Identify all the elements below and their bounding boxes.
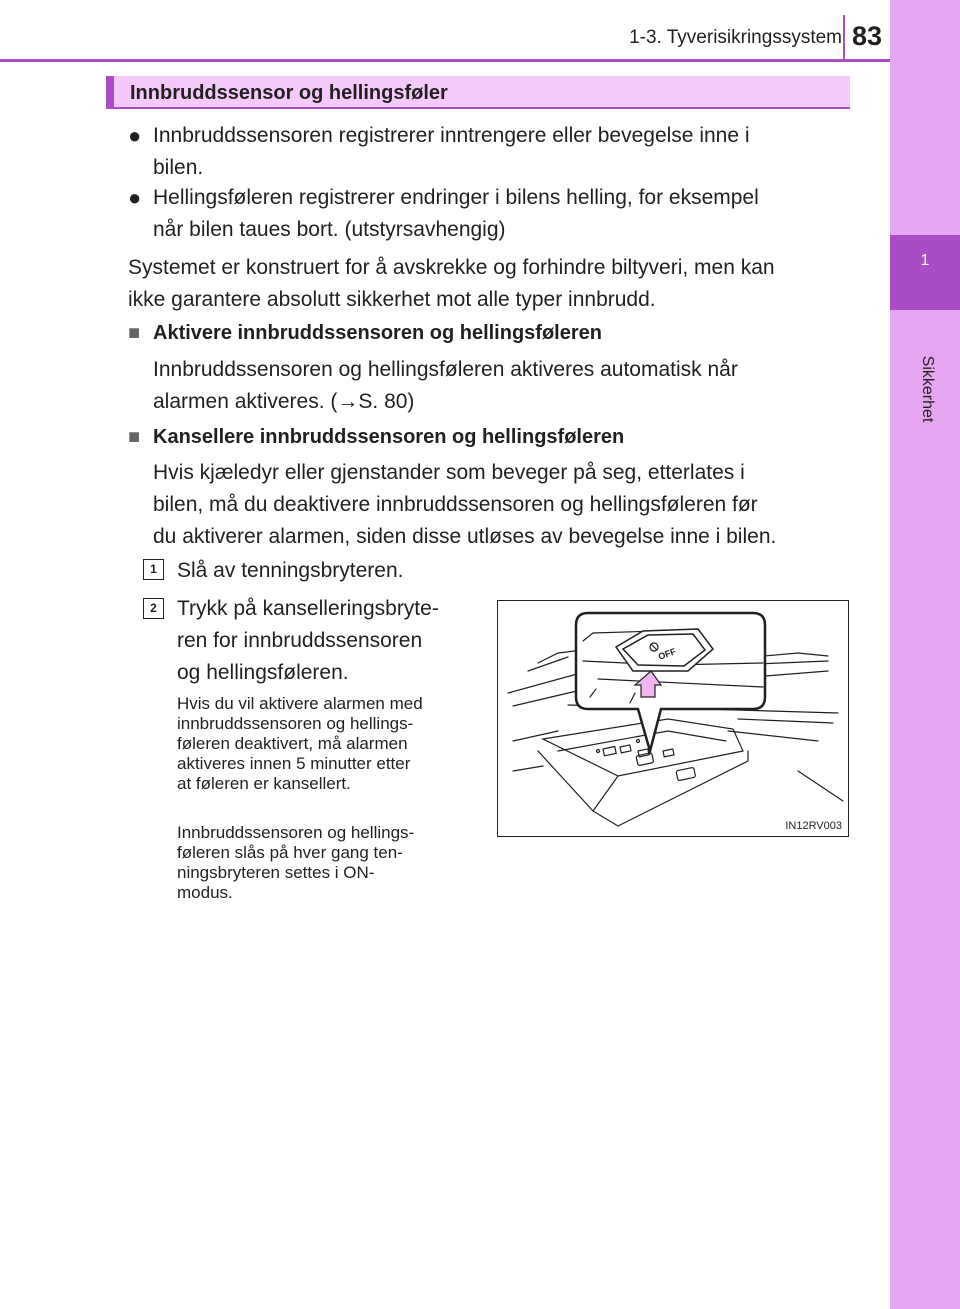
- square-bullet-icon: ■: [128, 322, 141, 344]
- running-header-section: 1-3. Tyverisikringssystem: [629, 27, 842, 48]
- off-button-label: OFF: [656, 646, 678, 662]
- subheading-cancel: Kansellere innbruddssensoren og hellingsføleren: [153, 426, 625, 448]
- note-paragraph: Hvis du vil aktivere alarmen med innbruddssensoren og hellings- føleren deaktivert, må alarmen aktiveres innen 5 minutter etter at føleren er kansellert.: [177, 694, 423, 793]
- bullet-dot-icon: ●: [128, 185, 142, 210]
- bullet-text: Hellingsføleren registrerer endringer i bilens helling, for eksempel når bilen taues bort. (utstyrsavhengig): [153, 186, 759, 241]
- note-paragraph: Innbruddssensoren og hellings- føleren slås på hver gang ten- ningsbryteren settes i ON- modus.: [177, 823, 415, 902]
- subheading-activate: Aktivere innbruddssensoren og hellingsføleren: [153, 322, 602, 344]
- chapter-number: 1: [920, 252, 930, 269]
- header-rule: [0, 59, 890, 62]
- intro-paragraph: Systemet er konstruert for å avskrekke og forhindre biltyveri, men kan ikke garantere absolutt sikkerhet mot alle typer innbrudd.: [128, 256, 775, 311]
- bullet-dot-icon: ●: [128, 123, 142, 148]
- bullet-text: Innbruddssensoren registrerer inntrengere eller bevegelse inne i bilen.: [153, 124, 750, 179]
- chapter-tab-highlight: [890, 235, 960, 310]
- figure-code: IN12RV003: [785, 820, 842, 832]
- chapter-label: Sikkerhet: [919, 355, 936, 423]
- header-divider: [843, 15, 845, 59]
- step-number-badge: 2: [143, 598, 164, 619]
- section-title: Innbruddssensor og hellingsføler: [130, 82, 448, 104]
- console-drawing: [498, 601, 847, 835]
- step-number-badge: 1: [143, 559, 164, 580]
- page-number: 83: [851, 21, 882, 51]
- overhead-console-illustration: [497, 600, 849, 837]
- chapter-side-tab: [890, 0, 960, 1309]
- activate-paragraph: Innbruddssensoren og hellingsføleren aktiveres automatisk når alarmen aktiveres. (→S. 80): [153, 358, 738, 413]
- step-1-text: Slå av tenningsbryteren.: [177, 559, 404, 582]
- section-title-box: [106, 76, 850, 109]
- step-2-text: Trykk på kanselleringsbryte- ren for innbruddssensoren og hellingsføleren.: [177, 597, 439, 684]
- cancel-paragraph: Hvis kjæledyr eller gjenstander som beveger på seg, etterlates i bilen, må du deaktivere innbruddssensoren og hellingsføleren før du aktiverer alarmen, siden disse utløses av bevegelse inne i bilen.: [153, 461, 777, 548]
- square-bullet-icon: ■: [128, 426, 141, 448]
